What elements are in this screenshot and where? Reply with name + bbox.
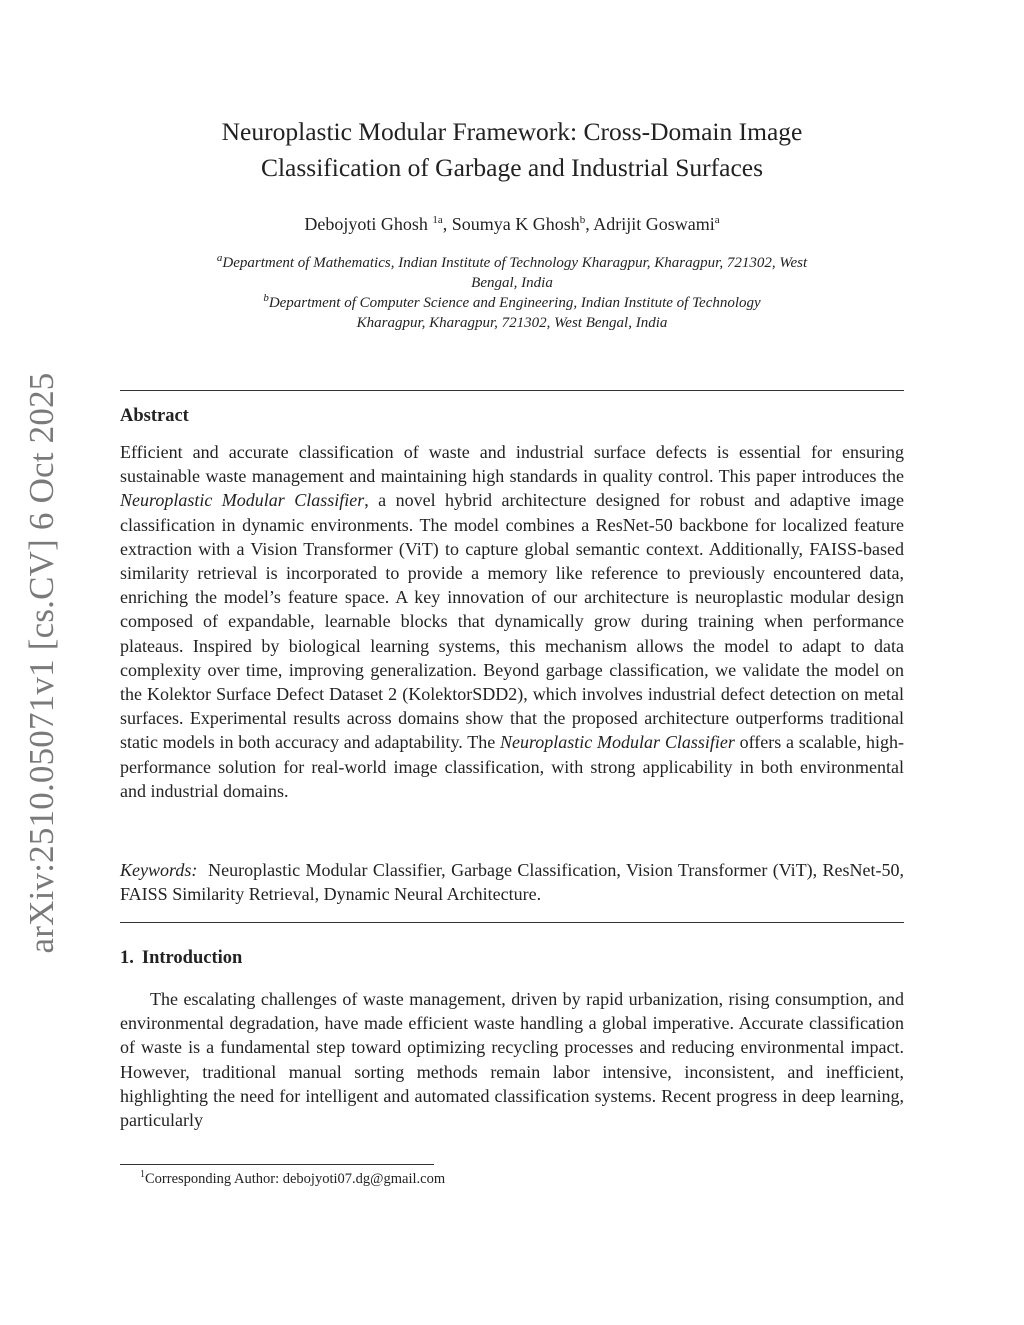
footnote-rule: [120, 1164, 434, 1165]
model-name-emphasis: Neuroplastic Modular Classifier: [120, 490, 365, 511]
title-line-2: Classification of Garbage and Industrial Surfaces: [260, 153, 764, 182]
keywords-block: [120, 858, 904, 906]
affiliation-mark: a: [216, 252, 223, 264]
author-name: Soumya K Ghosh: [451, 214, 580, 234]
arxiv-identifier-stamp: arXiv:2510.05071v1 [cs.CV] 6 Oct 2025: [22, 372, 61, 954]
footnote-text: Corresponding Author: debojyoti07.dg@gmail.com: [145, 1171, 446, 1187]
author-separator: ,: [442, 214, 452, 234]
abstract-text-part-3: offers a scalable, high-performance solution for real-world image classification, with strong applicability in both environmental and industrial domains.: [120, 732, 904, 801]
abstract-bottom-rule: [120, 922, 904, 923]
section-number: 1.: [120, 948, 134, 968]
abstract-text-part-1: Efficient and accurate classification of waste and industrial surface defects is essential for ensuring sustainable waste management and maintaining high standards in quality control. This paper introduces the: [120, 442, 904, 487]
author-separator: ,: [585, 214, 594, 234]
model-name-emphasis: Neuroplastic Modular Classifier: [499, 732, 735, 753]
keywords-label: Keywords:: [120, 860, 198, 880]
abstract-top-rule: [120, 390, 904, 391]
paper-title: [120, 114, 904, 186]
footnote-mark: 1: [140, 1169, 145, 1181]
affiliation-a-line-2: Bengal, India: [471, 275, 553, 291]
author-affiliation-mark: 1a: [432, 214, 443, 226]
abstract-body: [120, 440, 904, 803]
affiliation-text: Department of Computer Science and Engineering, Indian Institute of Technology: [268, 295, 761, 311]
section-title: Introduction: [141, 948, 243, 968]
author-name: Adrijit Goswami: [593, 214, 715, 234]
affiliation-a-line-1: [140, 253, 884, 273]
title-line-1: Neuroplastic Modular Framework: Cross-Domain Image: [221, 117, 803, 146]
author-affiliation-mark: a: [714, 214, 720, 226]
section-heading-introduction: [120, 948, 242, 969]
affiliation-text: Department of Mathematics, Indian Institute of Technology Kharagpur, Kharagpur, 721302, West: [222, 255, 808, 271]
author-name: Debojyoti Ghosh: [304, 214, 428, 234]
author-affiliation-mark: b: [579, 214, 586, 226]
keywords-text: Neuroplastic Modular Classifier, Garbage Classification, Vision Transformer (ViT), ResNet-50, FAISS Similarity Retrieval, Dynamic Neural Architecture.: [120, 860, 905, 905]
abstract-heading: Abstract: [120, 406, 189, 426]
author-list: [120, 212, 904, 236]
abstract-text-part-2: , a novel hybrid architecture designed for robust and adaptive image classification in dynamic environments. The model combines a ResNet-50 backbone for localized feature extraction with a Vision Transformer (ViT) to capture global semantic context. Additionally, FAISS-based similarity retrieval is incorporated to provide a memory like reference to previously encountered data, enriching the model’s feature space. A key innovation of our architecture is neuroplastic modular design composed of expandable, learnable blocks that dynamically grow during training when performance plateaus. Inspired by biological learning systems, this mechanism allows the model to adapt to data complexity over time, improving generalization. Beyond garbage classification, we validate the model on the Kolektor Surface Defect Dataset 2 (KolektorSDD2), which involves industrial defect detection on metal surfaces. Experimental results across domains show that the proposed architecture outperforms traditional static models in both accuracy and adaptability. The: [120, 490, 904, 753]
affiliation-mark: b: [263, 292, 269, 304]
affiliation-b-line-2: Kharagpur, Kharagpur, 721302, West Bengal, India: [356, 315, 668, 331]
affiliations: [140, 253, 884, 333]
affiliation-b-line-1: [140, 293, 884, 313]
footnote: [140, 1169, 445, 1189]
introduction-paragraph: The escalating challenges of waste management, driven by rapid urbanization, rising consumption, and environmental degradation, have made efficient waste handling a global imperative. Accurate classification of waste is a fundamental step toward optimizing recycling processes and reducing environmental impact. However, traditional manual sorting methods remain labor intensive, inconsistent, and inefficient, highlighting the need for intelligent and automated classification systems. Recent progress in deep learning, particularly: [120, 989, 904, 1131]
